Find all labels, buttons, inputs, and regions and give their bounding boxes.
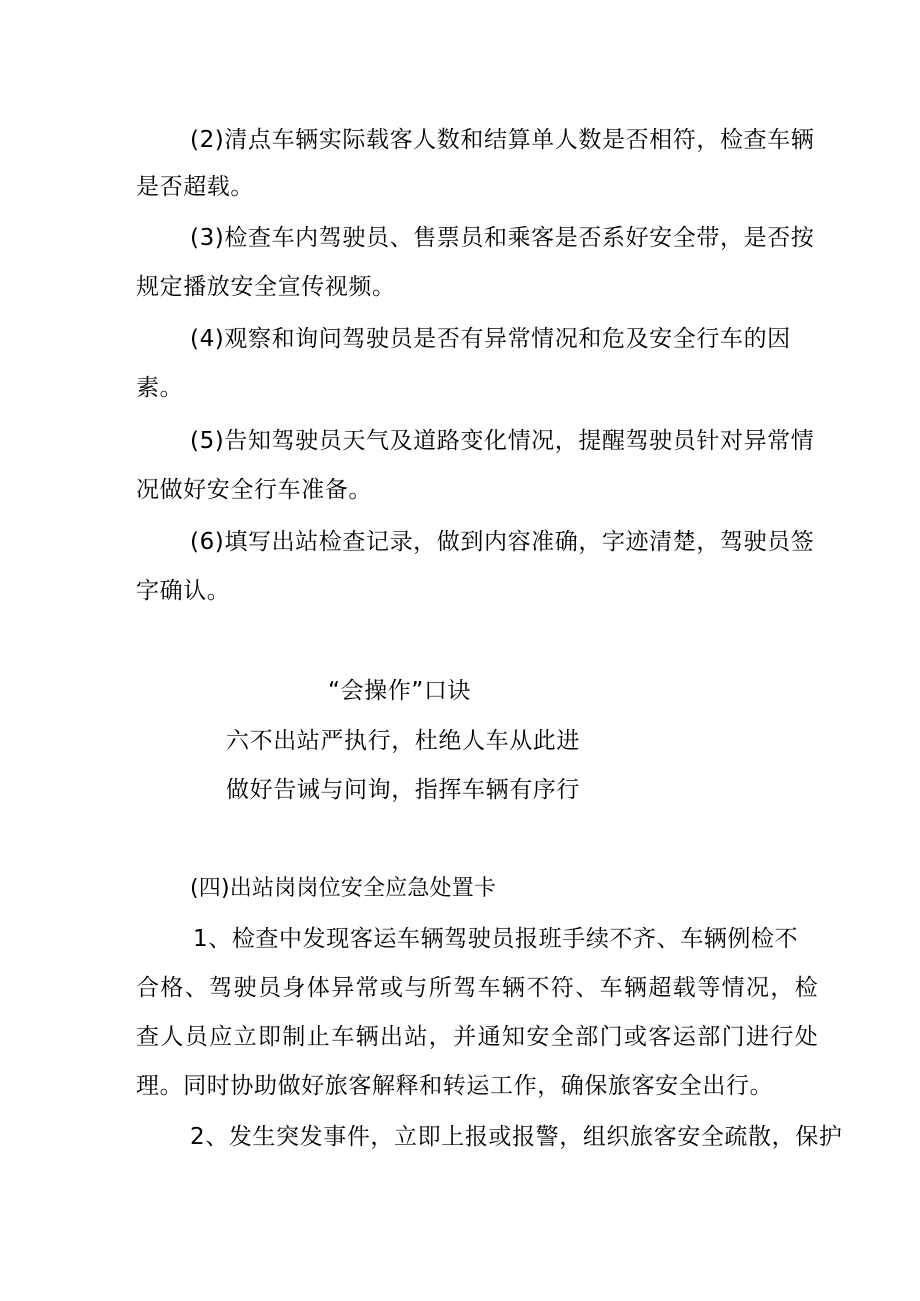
paragraph-2-line-2: 是否超载。 bbox=[136, 174, 254, 200]
rhyme-line-2: 做好告诫与问询，指挥车辆有序行 bbox=[226, 777, 580, 803]
emergency-1-line-2: 合格、驾驶员身体异常或与所驾车辆不符、车辆超载等情况，检 bbox=[136, 975, 820, 1001]
emergency-1-line-4: 理。同时协助做好旅客解释和转运工作，确保旅客安全出行。 bbox=[136, 1073, 774, 1099]
paragraph-5-line-1: (5)告知驾驶员天气及道路变化情况，提醒驾驶员针对异常情 bbox=[190, 428, 815, 454]
paragraph-3-line-1: (3)检查车内驾驶员、售票员和乘客是否系好安全带，是否按 bbox=[190, 225, 815, 251]
emergency-2-line-1: 2、发生突发事件，立即上报或报警，组织旅客安全疏散，保护 bbox=[190, 1124, 843, 1150]
paragraph-4-line-2: 素。 bbox=[136, 375, 184, 401]
paragraph-4-line-1: (4)观察和询问驾驶员是否有异常情况和危及安全行车的因 bbox=[190, 326, 791, 352]
paragraph-6-line-1: (6)填写出站检查记录，做到内容准确，字迹清楚，驾驶员签 bbox=[190, 529, 815, 555]
emergency-1-line-1: 1、检查中发现客运车辆驾驶员报班手续不齐、车辆例检不 bbox=[193, 926, 799, 952]
rhyme-line-1: 六不出站严执行，杜绝人车从此进 bbox=[226, 728, 580, 754]
paragraph-6-line-2: 字确认。 bbox=[136, 578, 231, 604]
paragraph-5-line-2: 况做好安全行车准备。 bbox=[136, 477, 372, 503]
section-heading: (四)出站岗岗位安全应急处置卡 bbox=[190, 876, 497, 901]
paragraph-2-line-1: (2)清点车辆实际载客人数和结算单人数是否相符，检查车辆 bbox=[190, 127, 815, 153]
paragraph-3-line-2: 规定播放安全宣传视频。 bbox=[136, 274, 396, 300]
rhyme-title: “会操作”口诀 bbox=[328, 678, 472, 704]
emergency-1-line-3: 查人员应立即制止车辆出站，并通知安全部门或客运部门进行处 bbox=[136, 1024, 820, 1050]
